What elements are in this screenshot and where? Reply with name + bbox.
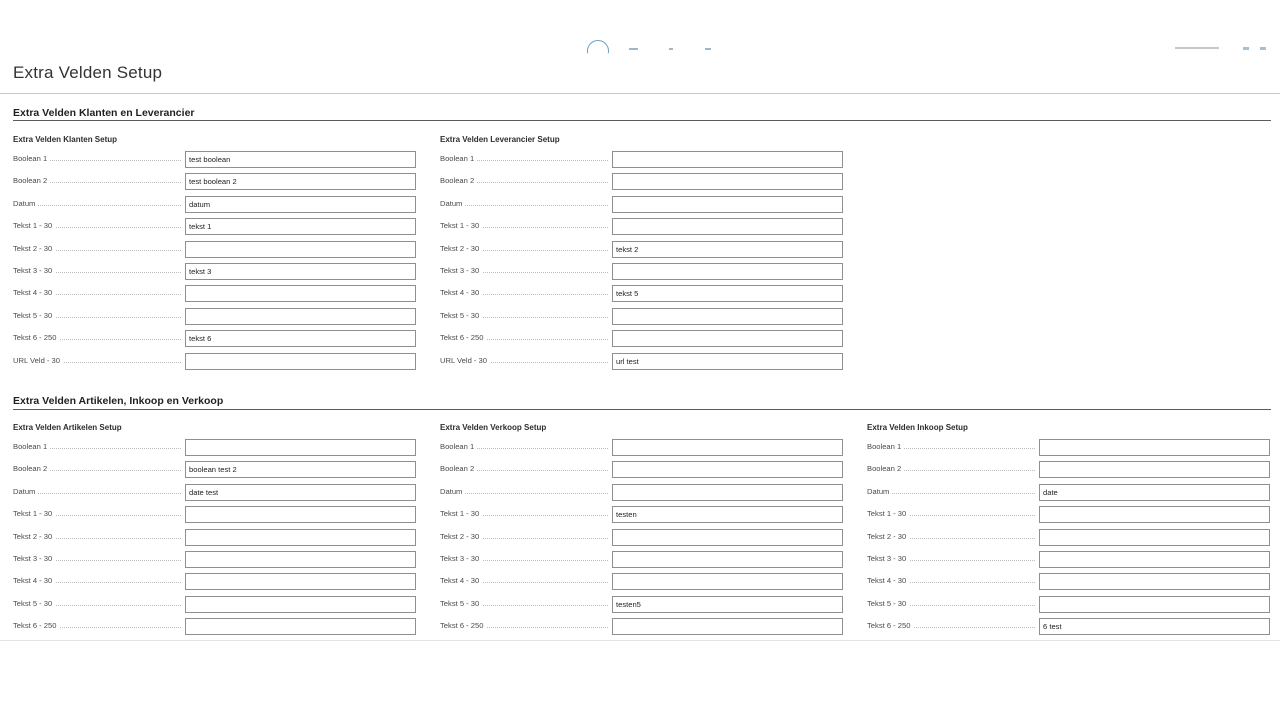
field-label [440,199,608,208]
field-label [440,599,608,608]
field-input[interactable] [185,529,416,546]
field-label [867,442,1035,451]
field-input[interactable] [612,551,843,568]
field-row [440,173,843,195]
field-label-text: Boolean 1 [13,154,50,163]
field-label [440,154,608,163]
title-divider [0,93,1280,94]
group-klanten-setup [13,135,416,375]
field-input[interactable] [1039,618,1270,635]
field-label-text: Tekst 2 - 30 [440,244,482,253]
field-label-text: Tekst 6 - 250 [440,621,486,630]
field-row [13,196,416,218]
field-label-text: Tekst 1 - 30 [13,221,55,230]
field-label-text: Tekst 4 - 30 [13,288,55,297]
field-label [867,487,1035,496]
field-label [440,266,608,275]
field-label [440,288,608,297]
field-label-text: Tekst 5 - 30 [13,311,55,320]
collapse-icon[interactable] [1260,47,1266,50]
field-row [440,330,843,352]
field-input[interactable] [185,330,416,347]
field-label [13,266,181,275]
field-input[interactable] [1039,596,1270,613]
field-input[interactable] [185,263,416,280]
field-input[interactable] [612,353,843,370]
field-input[interactable] [185,218,416,235]
field-input[interactable] [612,173,843,190]
field-label-text: Tekst 3 - 30 [13,266,55,275]
field-input[interactable] [612,196,843,213]
field-label-text: Tekst 3 - 30 [867,554,909,563]
field-label [867,509,1035,518]
field-row [13,484,416,506]
field-label [440,244,608,253]
section-divider [13,120,1271,121]
field-label-text: URL Veld - 30 [440,356,490,365]
field-row [440,353,843,375]
field-input[interactable] [612,439,843,456]
field-input[interactable] [612,618,843,635]
field-label [867,554,1035,563]
field-input[interactable] [1039,461,1270,478]
field-label-text: Datum [13,199,38,208]
field-input[interactable] [185,285,416,302]
field-label [867,576,1035,585]
field-label [867,532,1035,541]
field-list [440,439,843,663]
field-label [13,576,181,585]
field-label [13,487,181,496]
field-label [440,176,608,185]
field-row [13,353,416,375]
field-row [867,484,1270,506]
field-row [13,618,416,640]
field-row [13,285,416,307]
field-label-text: Boolean 1 [440,442,477,451]
field-row [867,596,1270,618]
field-input[interactable] [612,308,843,325]
field-label [440,487,608,496]
field-input[interactable] [612,529,843,546]
group-title: Extra Velden Inkoop Setup [867,423,968,432]
group-artikelen-setup [13,423,416,663]
field-label-text: Boolean 2 [13,176,50,185]
field-label-text: Tekst 2 - 30 [13,244,55,253]
field-label [13,333,181,342]
field-input[interactable] [612,461,843,478]
field-label [440,464,608,473]
field-row [13,263,416,285]
field-input[interactable] [1039,529,1270,546]
field-label-text: Tekst 5 - 30 [440,599,482,608]
field-label-text: Tekst 6 - 250 [440,333,486,342]
field-label [440,356,608,365]
field-label [13,288,181,297]
field-row [440,596,843,618]
field-input[interactable] [185,308,416,325]
field-label-text: Tekst 3 - 30 [440,554,482,563]
field-row [13,596,416,618]
field-row [867,529,1270,551]
field-label [440,621,608,630]
field-label [440,221,608,230]
field-row [13,506,416,528]
field-row [440,573,843,595]
field-list [440,151,843,375]
field-label-text [440,644,443,653]
field-label [867,621,1035,630]
field-row [13,173,416,195]
field-row [13,218,416,240]
field-row [440,484,843,506]
leader-dots [13,205,181,206]
field-row [867,573,1270,595]
field-input[interactable] [1039,506,1270,523]
field-row [13,330,416,352]
field-row [440,308,843,330]
open-new-window-icon[interactable] [1243,47,1249,50]
field-row [440,241,843,263]
field-label [867,464,1035,473]
field-label-text [13,644,16,653]
group-title: Extra Velden Verkoop Setup [440,423,547,432]
field-row [440,285,843,307]
field-label [13,199,181,208]
field-label [440,532,608,541]
field-input[interactable] [185,618,416,635]
field-input[interactable] [185,461,416,478]
field-label-text: Boolean 2 [867,464,904,473]
field-label-text [867,644,870,653]
field-row [440,506,843,528]
field-input[interactable] [185,151,416,168]
field-row [867,461,1270,483]
field-label-text: Tekst 1 - 30 [13,509,55,518]
field-row [13,151,416,173]
field-label-text: Tekst 3 - 30 [440,266,482,275]
field-label-text: Datum [867,487,892,496]
saved-status [1175,44,1219,50]
group-leverancier-setup [440,135,843,375]
viewport-bottom [0,641,1280,720]
field-label-text: Tekst 2 - 30 [13,532,55,541]
field-input[interactable] [612,151,843,168]
field-label [13,244,181,253]
leader-dots [13,493,181,494]
field-label-text: Datum [440,487,465,496]
field-label-text: Tekst 1 - 30 [440,509,482,518]
field-input[interactable] [612,330,843,347]
field-label-text: Tekst 5 - 30 [440,311,482,320]
edit-icon[interactable] [669,48,673,50]
field-label [440,333,608,342]
field-list [867,439,1270,663]
group-verkoop-setup [440,423,843,663]
field-label-text: Tekst 1 - 30 [867,509,909,518]
field-label [440,442,608,451]
field-input[interactable] [185,573,416,590]
field-row [440,439,843,461]
field-label [13,621,181,630]
field-row [13,573,416,595]
field-label-text: Boolean 1 [13,442,50,451]
field-label-text: Tekst 2 - 30 [867,532,909,541]
top-action-bar [0,0,1280,58]
field-row [440,618,843,640]
field-input[interactable] [185,439,416,456]
field-input[interactable] [1039,484,1270,501]
field-input[interactable] [612,573,843,590]
field-label [440,554,608,563]
group-title: Extra Velden Artikelen Setup [13,423,122,432]
section-title-artikelen-inkoop-verkoop[interactable]: Extra Velden Artikelen, Inkoop en Verkoop [13,395,224,407]
field-input[interactable] [1039,439,1270,456]
field-row [867,439,1270,461]
field-label-text: Tekst 3 - 30 [13,554,55,563]
field-label [13,464,181,473]
leader-dots [440,205,608,206]
field-label [13,509,181,518]
field-label-text: Tekst 6 - 250 [13,333,59,342]
field-row [440,218,843,240]
field-row [13,439,416,461]
section-title-klanten-leverancier[interactable]: Extra Velden Klanten en Leverancier [13,107,195,119]
field-label-text: Boolean 2 [440,464,477,473]
field-input[interactable] [185,196,416,213]
field-label-text: Tekst 6 - 250 [13,621,59,630]
field-input[interactable] [612,241,843,258]
field-label [13,311,181,320]
field-label [13,154,181,163]
share-icon[interactable] [705,48,711,50]
field-label [13,532,181,541]
field-row [13,551,416,573]
field-label [440,311,608,320]
field-label-text: Datum [13,487,38,496]
field-label [13,599,181,608]
field-input[interactable] [612,285,843,302]
field-input[interactable] [1039,551,1270,568]
field-list [13,151,416,375]
field-label [867,599,1035,608]
leader-dots [867,493,1035,494]
field-row [867,506,1270,528]
group-inkoop-setup [867,423,1270,663]
field-input[interactable] [185,596,416,613]
field-label-text: Boolean 1 [867,442,904,451]
field-label [13,221,181,230]
field-row [440,529,843,551]
field-input[interactable] [612,263,843,280]
field-label-text: Tekst 6 - 250 [867,621,913,630]
field-input[interactable] [185,173,416,190]
field-row [13,308,416,330]
field-label-text: Tekst 4 - 30 [440,576,482,585]
field-input[interactable] [612,506,843,523]
field-row [440,461,843,483]
field-label-text: Tekst 4 - 30 [867,576,909,585]
field-input[interactable] [612,218,843,235]
list-icon[interactable] [629,48,638,50]
field-row [867,618,1270,640]
field-row [13,461,416,483]
refresh-icon[interactable] [587,40,609,62]
field-input[interactable] [185,353,416,370]
field-input[interactable] [612,596,843,613]
section-divider [13,409,1271,410]
field-label-text: URL Veld - 30 [13,356,63,365]
field-label [440,576,608,585]
field-label-text: Tekst 4 - 30 [13,576,55,585]
field-label-text: Datum [440,199,465,208]
field-label [13,442,181,451]
field-label [440,509,608,518]
field-list [13,439,416,663]
field-label [13,176,181,185]
field-input[interactable] [185,484,416,501]
field-label-text: Tekst 1 - 30 [440,221,482,230]
field-label-text: Boolean 1 [440,154,477,163]
field-label-text: Tekst 5 - 30 [867,599,909,608]
group-title: Extra Velden Leverancier Setup [440,135,560,144]
field-row [440,151,843,173]
field-row [440,263,843,285]
field-row [440,196,843,218]
field-label-text: Tekst 4 - 30 [440,288,482,297]
field-row [13,529,416,551]
field-row [13,241,416,263]
group-title: Extra Velden Klanten Setup [13,135,118,144]
field-input[interactable] [185,551,416,568]
field-input[interactable] [185,506,416,523]
field-label-text: Tekst 5 - 30 [13,599,55,608]
field-label-text: Tekst 2 - 30 [440,532,482,541]
field-label [13,554,181,563]
leader-dots [440,493,608,494]
field-label [13,356,181,365]
field-label-text: Boolean 2 [13,464,50,473]
field-input[interactable] [1039,573,1270,590]
field-label-text: Boolean 2 [440,176,477,185]
page-title: Extra Velden Setup [13,63,163,82]
field-input[interactable] [612,484,843,501]
field-input[interactable] [185,241,416,258]
field-row [440,551,843,573]
field-row [867,551,1270,573]
